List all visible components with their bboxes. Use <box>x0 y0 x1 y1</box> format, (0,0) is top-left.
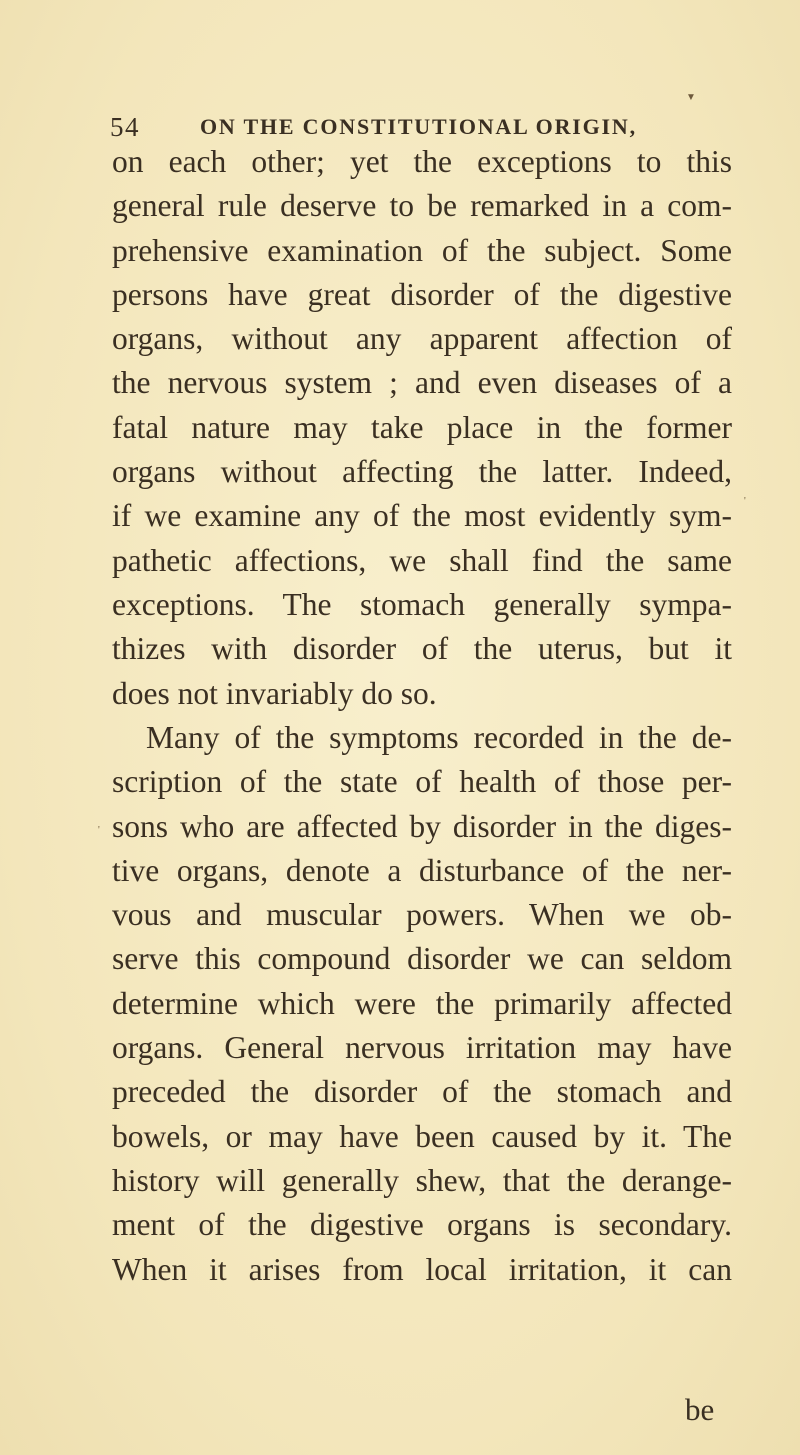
text-line: When it arises from local irritation, it can <box>112 1251 732 1287</box>
text-line: sons who are affected by disorder in the diges- <box>112 808 732 844</box>
text-line: determine which were the primarily affected <box>112 985 732 1021</box>
text-line: history will generally shew, that the derange- <box>112 1162 732 1198</box>
text-line: on each other; yet the exceptions to this <box>112 144 732 179</box>
text-line: organs. General nervous irritation may have <box>112 1030 732 1066</box>
page-number: 54 <box>110 112 140 142</box>
text-line: fatal nature may take place in the former <box>112 409 732 445</box>
text-line: scription of the state of health of those per- <box>112 764 732 800</box>
paragraph-2 <box>112 716 732 1292</box>
text-line: exceptions. The stomach generally sympa- <box>112 586 732 622</box>
text-line: prehensive examination of the subject. Some <box>112 232 732 268</box>
text-line: serve this compound disorder we can seldom <box>112 941 732 977</box>
text-line: vous and muscular powers. When we ob- <box>112 897 732 933</box>
text-line: organs, without any apparent affection of <box>112 321 732 357</box>
text-line: thizes with disorder of the uterus, but it <box>112 631 732 667</box>
text-line: if we examine any of the most evidently sym- <box>112 498 732 534</box>
paper-speck: ▼ <box>686 92 696 103</box>
text-line: does not invariably do so. <box>112 675 437 711</box>
paragraph-1 <box>112 140 732 716</box>
catchword: be <box>685 1392 715 1427</box>
paper-speck: ' <box>98 825 100 836</box>
text-line: bowels, or may have been caused by it. The <box>112 1118 732 1154</box>
text-line: tive organs, denote a disturbance of the ner- <box>112 852 732 888</box>
text-line: pathetic affections, we shall find the same <box>112 542 732 578</box>
text-line: persons have great disorder of the digestive <box>112 276 732 312</box>
text-line: ment of the digestive organs is secondary. <box>112 1207 732 1243</box>
running-head: ON THE CONSTITUTIONAL ORIGIN, <box>200 114 637 139</box>
text-line: general rule deserve to be remarked in a com- <box>112 188 732 224</box>
text-line: the nervous system ; and even diseases of a <box>112 365 732 401</box>
text-line: preceded the disorder of the stomach and <box>112 1074 732 1110</box>
text-line: Many of the symptoms recorded in the de- <box>146 720 732 755</box>
paper-speck: ' <box>744 496 746 507</box>
text-line: organs without affecting the latter. Indeed, <box>112 454 732 490</box>
